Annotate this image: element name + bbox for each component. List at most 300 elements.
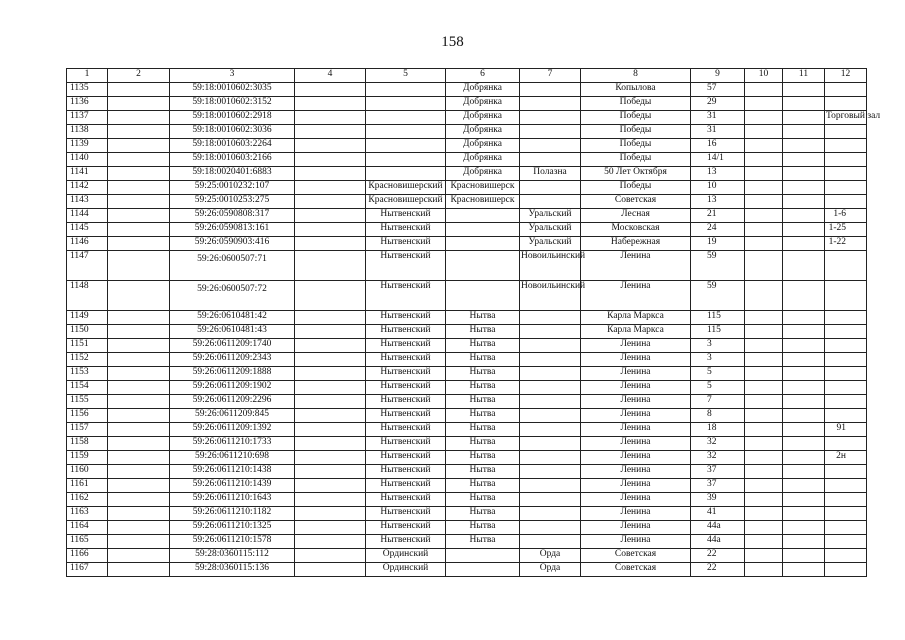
cell-col-1: 1156 [67, 409, 108, 423]
cell-col-2 [108, 125, 170, 139]
cell-col-2 [108, 465, 170, 479]
cell-col-7 [520, 409, 581, 423]
table-row [67, 209, 867, 223]
cell-col-7: Новоильинский [520, 251, 581, 281]
cell-col-11 [783, 167, 825, 181]
cell-col-9: 13 [691, 195, 745, 209]
table-row [67, 395, 867, 409]
cell-col-2 [108, 209, 170, 223]
cell-col-4 [295, 479, 366, 493]
cell-col-3: 59:18:0010603:2166 [170, 153, 295, 167]
table-body [67, 83, 881, 577]
cell-col-2 [108, 409, 170, 423]
cell-col-4 [295, 451, 366, 465]
cell-col-8: Ленина [581, 281, 691, 311]
cell-col-10 [745, 181, 783, 195]
table-row [67, 325, 867, 339]
cell-col-9: 3 [691, 353, 745, 367]
cell-col-3: 59:26:0611209:845 [170, 409, 295, 423]
cell-col-9: 8 [691, 409, 745, 423]
table-row [67, 493, 867, 507]
cell-col-5: Нытвенский [366, 409, 446, 423]
cell-col-2 [108, 83, 170, 97]
cell-col-10 [745, 153, 783, 167]
cell-col-7 [520, 367, 581, 381]
cell-col-12 [825, 535, 867, 549]
cell-col-3: 59:18:0010602:3036 [170, 125, 295, 139]
cell-col-1: 1155 [67, 395, 108, 409]
cell-col-4 [295, 153, 366, 167]
cell-col-9: 41 [691, 507, 745, 521]
cell-col-12 [825, 409, 867, 423]
cell-col-2 [108, 139, 170, 153]
cell-col-5: Нытвенский [366, 381, 446, 395]
cell-col-6: Нытва [446, 535, 520, 549]
cell-col-8: Ленина [581, 451, 691, 465]
cell-col-11 [783, 493, 825, 507]
cell-col-7 [520, 181, 581, 195]
cell-col-4 [295, 381, 366, 395]
cell-col-9: 32 [691, 451, 745, 465]
cell-col-9: 18 [691, 423, 745, 437]
cell-col-6: Нытва [446, 465, 520, 479]
cell-col-12: Торговый зал [825, 111, 867, 125]
cell-col-2 [108, 223, 170, 237]
cell-col-11 [783, 409, 825, 423]
cell-col-10 [745, 339, 783, 353]
cell-col-3: 59:26:0611210:698 [170, 451, 295, 465]
cell-col-4 [295, 521, 366, 535]
cell-col-10 [745, 367, 783, 381]
cell-col-2 [108, 281, 170, 311]
cell-col-3: 59:26:0611210:1578 [170, 535, 295, 549]
cell-col-9: 5 [691, 367, 745, 381]
cell-col-12 [825, 479, 867, 493]
cell-col-4 [295, 209, 366, 223]
cell-col-5 [366, 167, 446, 181]
cell-col-6: Добрянка [446, 139, 520, 153]
cell-col-7 [520, 437, 581, 451]
cell-col-7 [520, 139, 581, 153]
cell-col-6: Нытва [446, 381, 520, 395]
cell-col-2 [108, 563, 170, 577]
cell-col-4 [295, 563, 366, 577]
cell-col-8: Ленина [581, 367, 691, 381]
cell-col-6: Нытва [446, 409, 520, 423]
cell-col-9: 44а [691, 535, 745, 549]
cell-col-11 [783, 339, 825, 353]
table-row [67, 237, 867, 251]
cell-col-4 [295, 339, 366, 353]
cell-col-8: Ленина [581, 381, 691, 395]
table-row [67, 465, 867, 479]
column-header-1: 1 [67, 69, 108, 83]
cell-col-12: 1-22 [825, 237, 867, 251]
cell-col-5: Нытвенский [366, 507, 446, 521]
table-row [67, 409, 867, 423]
cell-col-8: Ленина [581, 409, 691, 423]
cell-col-2 [108, 339, 170, 353]
cell-col-7 [520, 195, 581, 209]
cell-col-11 [783, 451, 825, 465]
cell-col-10 [745, 437, 783, 451]
cell-col-1: 1152 [67, 353, 108, 367]
cell-col-2 [108, 395, 170, 409]
cell-col-5: Нытвенский [366, 209, 446, 223]
cell-col-9: 16 [691, 139, 745, 153]
cell-col-11 [783, 353, 825, 367]
cell-col-10 [745, 409, 783, 423]
cell-col-5: Нытвенский [366, 311, 446, 325]
table-row [67, 181, 867, 195]
table-row [67, 339, 867, 353]
cell-col-6 [446, 563, 520, 577]
column-header-2: 2 [108, 69, 170, 83]
cell-col-3: 59:26:0611210:1438 [170, 465, 295, 479]
cell-col-6: Нытва [446, 353, 520, 367]
table-row [67, 423, 867, 437]
table-row [67, 83, 867, 97]
cell-col-12 [825, 83, 867, 97]
cell-col-12 [825, 325, 867, 339]
page-number: 158 [441, 34, 464, 50]
cell-col-11 [783, 367, 825, 381]
cell-col-2 [108, 167, 170, 181]
cell-col-9: 59 [691, 281, 745, 311]
cell-col-12: 1-6 [825, 209, 867, 223]
cell-col-4 [295, 409, 366, 423]
cell-col-3: 59:26:0611210:1325 [170, 521, 295, 535]
cell-col-9: 59 [691, 251, 745, 281]
cell-col-5: Нытвенский [366, 395, 446, 409]
cell-col-3: 59:26:0611210:1643 [170, 493, 295, 507]
cell-col-6: Нытва [446, 521, 520, 535]
column-header-7: 7 [520, 69, 581, 83]
cell-col-7 [520, 479, 581, 493]
cell-col-8: Победы [581, 153, 691, 167]
cell-col-3: 59:26:0611209:1392 [170, 423, 295, 437]
cell-col-7: Орда [520, 549, 581, 563]
cell-col-12 [825, 507, 867, 521]
cell-col-12: 1-25 [825, 223, 867, 237]
cell-col-9: 39 [691, 493, 745, 507]
cell-col-1: 1135 [67, 83, 108, 97]
cell-col-7 [520, 465, 581, 479]
cell-col-3: 59:18:0010602:3035 [170, 83, 295, 97]
cell-col-1: 1144 [67, 209, 108, 223]
cell-col-9: 13 [691, 167, 745, 181]
table-row [67, 311, 867, 325]
cell-col-3: 59:18:0010602:3152 [170, 97, 295, 111]
cell-col-8: Лесная [581, 209, 691, 223]
cell-col-10 [745, 111, 783, 125]
cell-col-12 [825, 139, 867, 153]
cell-col-1: 1147 [67, 251, 108, 281]
cell-col-3: 59:26:0611209:2296 [170, 395, 295, 409]
cell-col-8: Победы [581, 181, 691, 195]
cell-col-12 [825, 465, 867, 479]
cell-col-3: 59:28:0360115:112 [170, 549, 295, 563]
cell-col-12 [825, 521, 867, 535]
cell-col-11 [783, 423, 825, 437]
cell-col-10 [745, 223, 783, 237]
cell-col-4 [295, 353, 366, 367]
cell-col-11 [783, 139, 825, 153]
cell-col-7: Уральский [520, 237, 581, 251]
cell-col-9: 21 [691, 209, 745, 223]
table-row [67, 563, 867, 577]
cell-col-10 [745, 325, 783, 339]
cell-col-7 [520, 339, 581, 353]
cell-col-12 [825, 125, 867, 139]
cell-col-6: Нытва [446, 367, 520, 381]
cell-col-1: 1153 [67, 367, 108, 381]
cell-col-7 [520, 325, 581, 339]
cell-col-1: 1145 [67, 223, 108, 237]
cell-col-4 [295, 97, 366, 111]
cell-col-3: 59:25:0010232:107 [170, 181, 295, 195]
cell-col-4 [295, 111, 366, 125]
cell-col-6: Добрянка [446, 83, 520, 97]
cell-col-1: 1161 [67, 479, 108, 493]
table-row [67, 195, 867, 209]
cell-col-2 [108, 311, 170, 325]
cell-col-8: Советская [581, 549, 691, 563]
cell-col-5: Нытвенский [366, 423, 446, 437]
cell-col-10 [745, 563, 783, 577]
cell-col-8: Копылова [581, 83, 691, 97]
cell-col-8: Ленина [581, 339, 691, 353]
cell-col-1: 1157 [67, 423, 108, 437]
cell-col-8: Победы [581, 97, 691, 111]
cell-col-3: 59:26:0600507:71 [170, 251, 295, 281]
cell-col-6: Нытва [446, 339, 520, 353]
cell-col-10 [745, 251, 783, 281]
cell-col-3: 59:26:0610481:42 [170, 311, 295, 325]
cell-col-3: 59:26:0611209:2343 [170, 353, 295, 367]
cell-col-6: Нытва [446, 311, 520, 325]
cell-col-4 [295, 83, 366, 97]
column-header-11: 11 [783, 69, 825, 83]
cell-col-9: 29 [691, 97, 745, 111]
table-row [67, 451, 867, 465]
cell-col-1: 1149 [67, 311, 108, 325]
cell-col-9: 5 [691, 381, 745, 395]
cell-col-12 [825, 153, 867, 167]
cell-col-7 [520, 153, 581, 167]
cell-col-11 [783, 237, 825, 251]
cell-col-7: Новоильинский [520, 281, 581, 311]
cell-col-3: 59:18:0010603:2264 [170, 139, 295, 153]
table-row [67, 479, 867, 493]
cell-col-7 [520, 111, 581, 125]
registry-table [66, 68, 881, 577]
cell-col-5: Нытвенский [366, 451, 446, 465]
table-row [67, 281, 867, 311]
cell-col-9: 10 [691, 181, 745, 195]
cell-col-1: 1143 [67, 195, 108, 209]
table-row [67, 153, 867, 167]
cell-col-1: 1162 [67, 493, 108, 507]
cell-col-6 [446, 251, 520, 281]
cell-col-1: 1163 [67, 507, 108, 521]
column-header-4: 4 [295, 69, 366, 83]
cell-col-10 [745, 507, 783, 521]
cell-col-4 [295, 395, 366, 409]
cell-col-9: 31 [691, 125, 745, 139]
cell-col-8: Советская [581, 195, 691, 209]
cell-col-6: Добрянка [446, 125, 520, 139]
cell-col-1: 1136 [67, 97, 108, 111]
cell-col-12: 91 [825, 423, 867, 437]
cell-col-3: 59:26:0590813:161 [170, 223, 295, 237]
cell-col-11 [783, 381, 825, 395]
cell-col-9: 22 [691, 549, 745, 563]
cell-col-10 [745, 423, 783, 437]
cell-col-2 [108, 153, 170, 167]
cell-col-7 [520, 521, 581, 535]
cell-col-9: 24 [691, 223, 745, 237]
cell-col-11 [783, 479, 825, 493]
cell-col-5: Нытвенский [366, 367, 446, 381]
cell-col-11 [783, 563, 825, 577]
cell-col-11 [783, 209, 825, 223]
cell-col-2 [108, 195, 170, 209]
header-row [67, 69, 867, 83]
cell-col-1: 1158 [67, 437, 108, 451]
cell-col-4 [295, 281, 366, 311]
cell-col-12 [825, 281, 867, 311]
cell-col-8: Ленина [581, 251, 691, 281]
table-row [67, 353, 867, 367]
cell-col-7 [520, 83, 581, 97]
table-row [67, 97, 867, 111]
cell-col-5 [366, 97, 446, 111]
cell-col-3: 59:26:0611209:1888 [170, 367, 295, 381]
cell-col-10 [745, 381, 783, 395]
cell-col-4 [295, 223, 366, 237]
column-header-6: 6 [446, 69, 520, 83]
cell-col-3: 59:26:0611210:1439 [170, 479, 295, 493]
cell-col-10 [745, 167, 783, 181]
table-row [67, 139, 867, 153]
cell-col-2 [108, 353, 170, 367]
cell-col-12 [825, 549, 867, 563]
cell-col-8: Победы [581, 111, 691, 125]
cell-col-1: 1166 [67, 549, 108, 563]
cell-col-7 [520, 97, 581, 111]
cell-col-1: 1165 [67, 535, 108, 549]
cell-col-7 [520, 125, 581, 139]
cell-col-2 [108, 423, 170, 437]
cell-col-6: Нытва [446, 423, 520, 437]
cell-col-8: Ленина [581, 437, 691, 451]
table-row [67, 507, 867, 521]
cell-col-5: Нытвенский [366, 479, 446, 493]
cell-col-7 [520, 493, 581, 507]
cell-col-6: Добрянка [446, 167, 520, 181]
cell-col-8: Ленина [581, 479, 691, 493]
cell-col-3: 59:26:0611210:1733 [170, 437, 295, 451]
cell-col-8: Карла Маркса [581, 325, 691, 339]
column-header-9: 9 [691, 69, 745, 83]
cell-col-10 [745, 353, 783, 367]
cell-col-11 [783, 281, 825, 311]
cell-col-6: Нытва [446, 451, 520, 465]
column-header-3: 3 [170, 69, 295, 83]
cell-col-3: 59:26:0611210:1182 [170, 507, 295, 521]
cell-col-11 [783, 125, 825, 139]
cell-col-5 [366, 139, 446, 153]
cell-col-3: 59:26:0611209:1740 [170, 339, 295, 353]
cell-col-3: 59:26:0610481:43 [170, 325, 295, 339]
cell-col-10 [745, 237, 783, 251]
cell-col-6: Нытва [446, 325, 520, 339]
cell-col-8: Ленина [581, 423, 691, 437]
cell-col-1: 1164 [67, 521, 108, 535]
cell-col-2 [108, 521, 170, 535]
cell-col-12 [825, 381, 867, 395]
cell-col-12 [825, 339, 867, 353]
cell-col-5 [366, 111, 446, 125]
cell-col-11 [783, 507, 825, 521]
cell-col-1: 1146 [67, 237, 108, 251]
cell-col-9: 44а [691, 521, 745, 535]
cell-col-2 [108, 251, 170, 281]
cell-col-12 [825, 195, 867, 209]
cell-col-9: 32 [691, 437, 745, 451]
cell-col-6: Красновишерск [446, 195, 520, 209]
cell-col-11 [783, 97, 825, 111]
cell-col-11 [783, 195, 825, 209]
table-row [67, 549, 867, 563]
cell-col-8: Победы [581, 125, 691, 139]
cell-col-4 [295, 325, 366, 339]
cell-col-4 [295, 125, 366, 139]
cell-col-10 [745, 465, 783, 479]
cell-col-2 [108, 381, 170, 395]
cell-col-7 [520, 451, 581, 465]
cell-col-5 [366, 83, 446, 97]
cell-col-9: 7 [691, 395, 745, 409]
cell-col-2 [108, 549, 170, 563]
cell-col-4 [295, 549, 366, 563]
cell-col-10 [745, 535, 783, 549]
table-row [67, 125, 867, 139]
cell-col-5: Нытвенский [366, 521, 446, 535]
cell-col-11 [783, 437, 825, 451]
cell-col-6 [446, 209, 520, 223]
cell-col-3: 59:26:0590903:416 [170, 237, 295, 251]
cell-col-7: Орда [520, 563, 581, 577]
table-row [67, 251, 867, 281]
cell-col-1: 1137 [67, 111, 108, 125]
table-row [67, 437, 867, 451]
table-row [67, 167, 867, 181]
cell-col-9: 37 [691, 479, 745, 493]
cell-col-1: 1148 [67, 281, 108, 311]
table-row [67, 535, 867, 549]
cell-col-2 [108, 535, 170, 549]
cell-col-6: Нытва [446, 493, 520, 507]
cell-col-11 [783, 521, 825, 535]
cell-col-12 [825, 353, 867, 367]
cell-col-6 [446, 237, 520, 251]
cell-col-4 [295, 251, 366, 281]
cell-col-8: Карла Маркса [581, 311, 691, 325]
cell-col-12 [825, 311, 867, 325]
cell-col-9: 14/1 [691, 153, 745, 167]
